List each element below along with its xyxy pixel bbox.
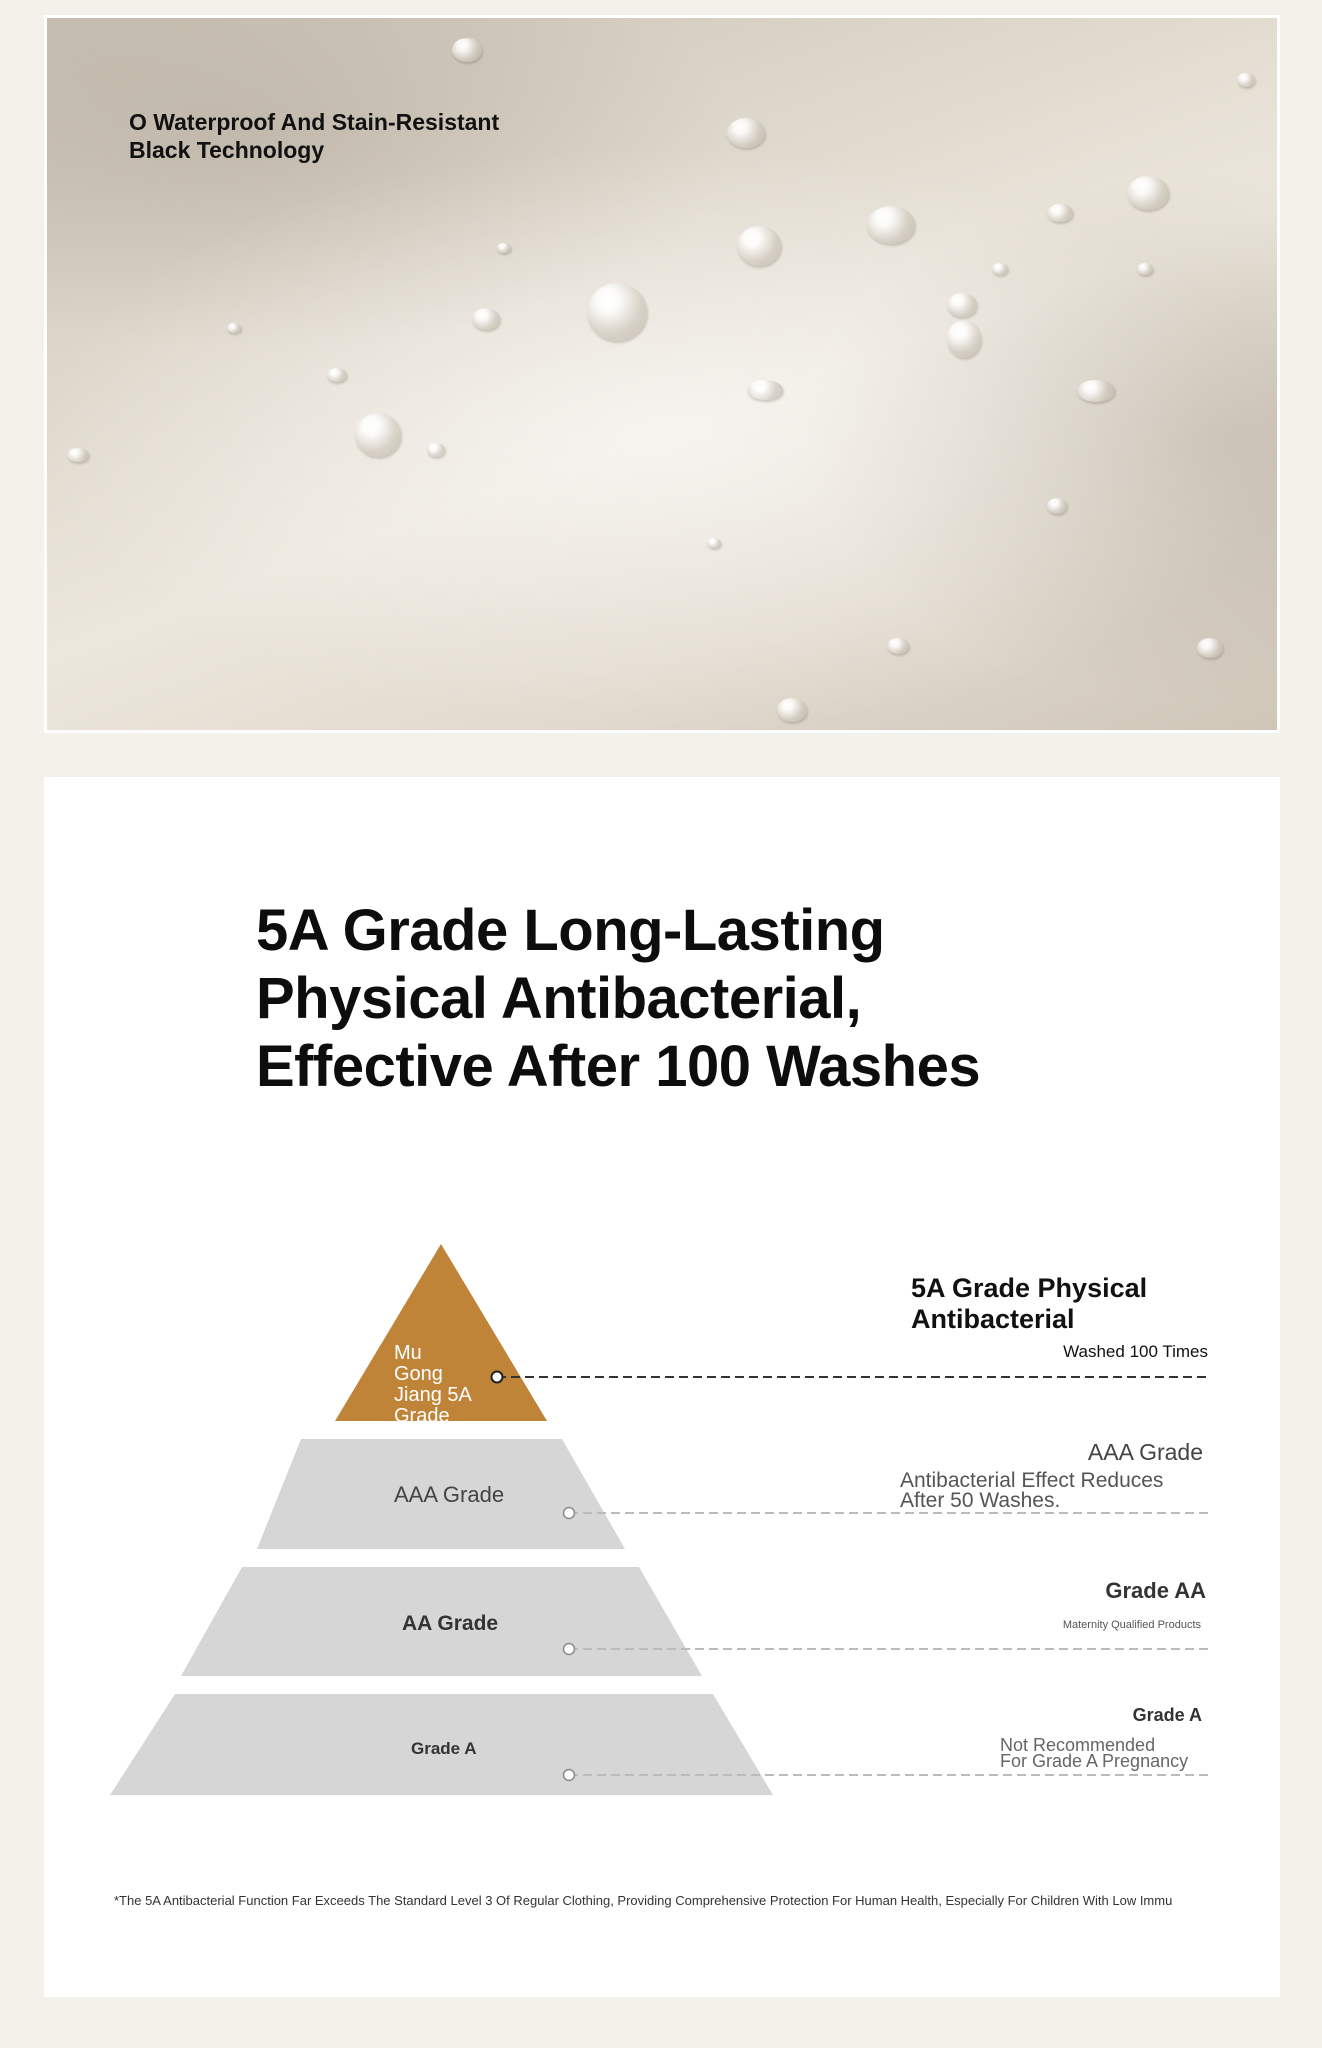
footnote: *The 5A Antibacterial Function Far Exceeds The Standard Level 3 Of Regular Clothing, Providing Comprehensive Protection For Human Health, Especially For Children With Low Immu (114, 1893, 1173, 1908)
water-drop (947, 293, 977, 317)
desc-aa-title: Grade AA (1105, 1578, 1206, 1603)
water-drop (727, 118, 765, 148)
pyramid-tier-a-label: Grade A (411, 1739, 477, 1758)
desc-5a-title: 5A Grade Physical Antibacterial (911, 1273, 1148, 1334)
water-drop (1077, 380, 1115, 402)
water-drop (1237, 73, 1255, 87)
desc-aa-subtitle: Maternity Qualified Products (1062, 1619, 1201, 1631)
water-drop (737, 226, 781, 266)
water-drop (867, 206, 915, 244)
marker-dot-aa (564, 1644, 575, 1655)
water-drop (947, 320, 981, 358)
water-drop (227, 323, 241, 333)
desc-a-subtitle: Not Recommended For Grade A Pregnancy (1000, 1735, 1189, 1771)
water-drop (427, 443, 445, 457)
marker-dot-aaa (564, 1508, 575, 1519)
water-drop (327, 368, 347, 382)
water-drop (1047, 498, 1067, 514)
pyramid-tier-aa-label: AA Grade (402, 1612, 499, 1635)
grade-pyramid-diagram (44, 777, 1280, 1997)
water-drop (1137, 263, 1153, 275)
water-drop (992, 263, 1008, 275)
water-droplet-fabric-image (47, 18, 1277, 730)
desc-aaa-subtitle: Antibacterial Effect Reduces After 50 Washes. (900, 1469, 1164, 1512)
water-drop (707, 538, 721, 548)
water-drop (355, 413, 401, 457)
water-drop (887, 638, 909, 654)
marker-dot-5a (492, 1372, 503, 1383)
water-drop (497, 243, 511, 253)
section-headline: 5A Grade Long-Lasting Physical Antibacterial, Effective After 100 Washes (256, 898, 981, 1099)
pyramid-tier-5a-label: Mu Gong Jiang 5A Grade (394, 1342, 471, 1427)
marker-dot-a (564, 1770, 575, 1781)
desc-aaa-title: AAA Grade (1087, 1439, 1203, 1465)
water-drop (587, 283, 647, 341)
water-drop (1047, 204, 1073, 222)
water-drop (1127, 176, 1169, 210)
water-drop (67, 448, 89, 462)
water-drop (747, 380, 783, 400)
hero-title: O Waterproof And Stain-Resistant Black Technology (129, 109, 500, 163)
pyramid-tier-aaa-label: AAA Grade (394, 1482, 505, 1507)
hero-image-panel (44, 15, 1280, 733)
water-drop (777, 698, 807, 722)
water-drop (472, 308, 500, 330)
water-drop (452, 38, 482, 62)
desc-5a-subtitle: Washed 100 Times (1063, 1342, 1208, 1361)
desc-a-title: Grade A (1132, 1705, 1202, 1725)
antibacterial-card (44, 777, 1280, 1997)
water-drop (1197, 638, 1223, 658)
